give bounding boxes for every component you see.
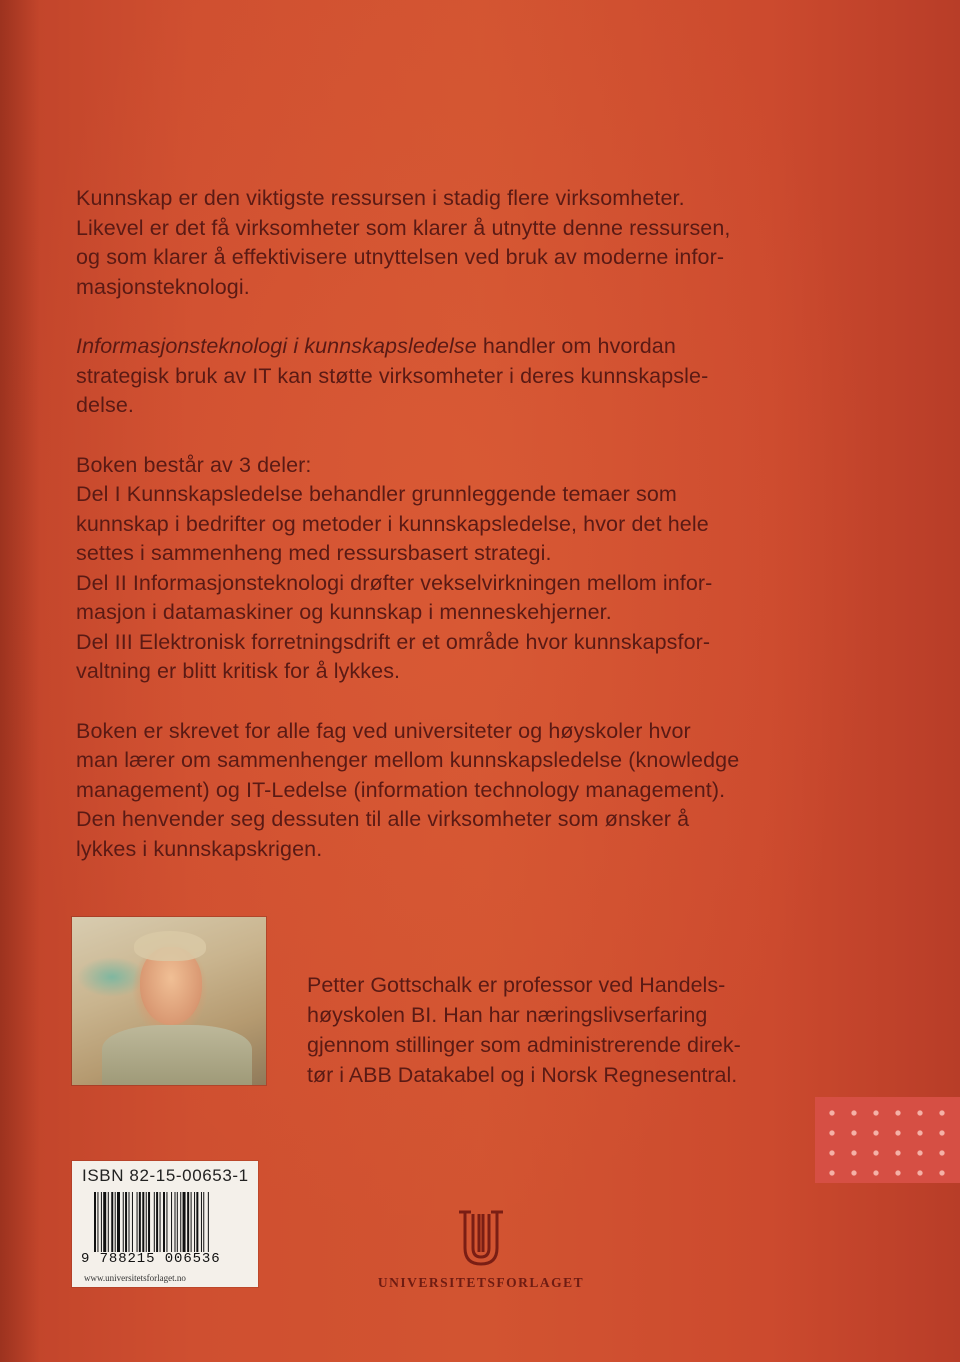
- title-sentence-rest: handler om hvordan: [476, 334, 676, 358]
- blurb-text: [76, 184, 854, 864]
- barcode-bar: [208, 1192, 209, 1252]
- barcode-bar: [101, 1192, 102, 1252]
- barcode-bar: [180, 1192, 181, 1252]
- audience-line: management) og IT-Ledelse (information technology management).: [76, 777, 726, 802]
- intro-line: masjonsteknologi.: [76, 274, 250, 299]
- barcode-digits: 9 788215 006536: [81, 1251, 221, 1267]
- parts-line: settes i sammenheng med ressursbasert strategi.: [76, 541, 552, 565]
- audience-line: Den henvender seg dessuten til alle virksomheter som ønsker å: [76, 807, 690, 831]
- barcode-bar: [160, 1192, 161, 1252]
- barcode-bar: [117, 1192, 120, 1252]
- audience-line: man lærer om sammenhenger mellom kunnskapsledelse (knowledge: [76, 748, 740, 772]
- parts-line: Del III Elektronisk forretningsdrift er et område hvor kunnskapsfor-: [76, 629, 711, 654]
- barcode-bar: [129, 1192, 130, 1252]
- barcode-bar: [97, 1192, 98, 1252]
- barcode-bar: [94, 1192, 96, 1252]
- bio-line: Petter Gottschalk er professor ved Handels-: [307, 973, 726, 997]
- intro-line: og som klarer å effektivisere utnyttelsen ved bruk av moderne infor-: [76, 245, 725, 269]
- bio-line: tør i ABB Datakabel og i Norsk Regnesentral.: [307, 1063, 738, 1087]
- parts-line: masjon i datamaskiner og kunnskap i menneskehjerner.: [76, 600, 612, 624]
- barcode-bar: [154, 1192, 155, 1252]
- author-photo-hair: [134, 931, 206, 961]
- audience-line: lykkes i kunnskapskrigen.: [76, 836, 323, 861]
- barcode-bar: [196, 1192, 198, 1252]
- barcode-bar: [171, 1192, 172, 1252]
- barcode-bar: [203, 1192, 204, 1252]
- author-photo-jacket: [102, 1025, 252, 1085]
- barcode-bar: [125, 1192, 127, 1252]
- barcode-bar: [111, 1192, 113, 1252]
- title-first-line: [76, 332, 854, 362]
- bio-line: høyskolen BI. Han har næringslivserfaring: [307, 1003, 708, 1027]
- barcode-bar: [177, 1192, 178, 1252]
- barcode-bar: [103, 1192, 106, 1252]
- parts-line: kunnskap i bedrifter og metoder i kunnskapsledelse, hvor det hele: [76, 511, 709, 536]
- intro-paragraph: [76, 184, 854, 302]
- decorative-dots-panel: [815, 1097, 960, 1183]
- barcode-bar: [132, 1192, 133, 1252]
- barcode-bar: [166, 1192, 167, 1252]
- barcode-bar: [187, 1192, 189, 1252]
- bio-line: gjennom stillinger som administrerende direk-: [307, 1033, 741, 1057]
- publisher-name: UNIVERSITETSFORLAGET: [377, 1275, 585, 1290]
- audience-line: Boken er skrevet for alle fag ved universiteter og høyskoler hvor: [76, 718, 691, 743]
- barcode-bar: [194, 1192, 195, 1252]
- barcode-bar: [148, 1192, 150, 1252]
- barcode-bar: [108, 1192, 109, 1252]
- title-paragraph: [76, 332, 854, 421]
- barcode-icon: [94, 1192, 246, 1252]
- universitetsforlaget-u-logo-icon: [455, 1208, 507, 1270]
- barcode-bar: [156, 1192, 158, 1252]
- barcode-bar: [137, 1192, 138, 1252]
- isbn-barcode-label: [72, 1161, 258, 1287]
- barcode-bar: [123, 1192, 124, 1252]
- barcode-bar: [201, 1192, 202, 1252]
- audience-paragraph: [76, 717, 854, 865]
- isbn-number: ISBN 82-15-00653-1: [82, 1166, 249, 1185]
- intro-line: Likevel er det få virksomheter som klarer å utnytte denne ressursen,: [76, 215, 731, 240]
- publisher-url: www.universitetsforlaget.no: [84, 1273, 186, 1283]
- author-photo: [72, 917, 266, 1085]
- barcode-bar: [163, 1192, 165, 1252]
- barcode-bar: [115, 1192, 116, 1252]
- title-line: strategisk bruk av IT kan støtte virksomheter i deres kunnskapsle-: [76, 363, 709, 388]
- intro-line: Kunnskap er den viktigste ressursen i stadig flere virksomheter.: [76, 186, 685, 210]
- barcode-bar: [142, 1192, 144, 1252]
- barcode-bar: [139, 1192, 141, 1252]
- barcode-bar: [146, 1192, 147, 1252]
- parts-line: Del I Kunnskapsledelse behandler grunnleggende temaer som: [76, 482, 677, 506]
- parts-paragraph: [76, 451, 854, 687]
- parts-line: valtning er blitt kritisk for å lykkes.: [76, 659, 401, 683]
- barcode-bar: [175, 1192, 176, 1252]
- barcode-bar: [183, 1192, 186, 1252]
- barcode-bar: [191, 1192, 192, 1252]
- parts-heading: Boken består av 3 deler:: [76, 452, 312, 477]
- title-line: delse.: [76, 393, 134, 417]
- book-title: Informasjonsteknologi i kunnskapsledelse: [76, 334, 477, 358]
- author-bio: [307, 970, 849, 1090]
- parts-line: Del II Informasjonsteknologi drøfter vekselvirkningen mellom infor-: [76, 570, 713, 595]
